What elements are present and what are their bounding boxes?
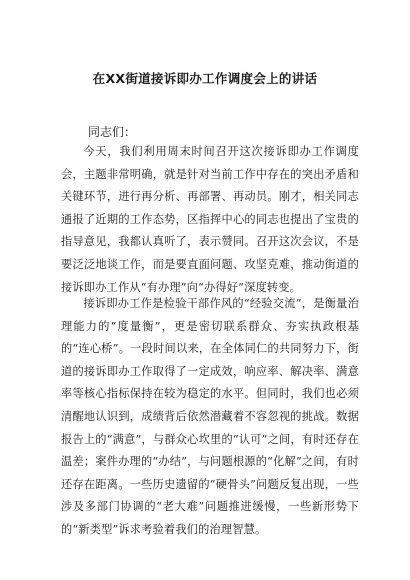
salutation: 同志们： — [88, 125, 137, 139]
paragraph-1: 今天，我们利用周末时间召开这次接诉即办工作调度会，主题非常明确，就是针对当前工作中存在的突出矛盾和关键环节，进行再分析、再部署、再动员。刚才，相关同志通报了近期的工作态势，区指挥中心的同志也提出了宝贵的指导意见，我都认真听了，表示赞同。召开这次会议，不是要泛泛地谈工作，而是要直面问题、攻坚克难，推动街道的接诉即办工作从“有办理”向“办得好”深度转变。 — [61, 145, 359, 294]
document-title: 在XX街道接诉即办工作调度会上的讲话 — [92, 71, 318, 86]
paragraph-2: 接诉即办工作是检验干部作风的“经验交流”，是衡量治理能力的“度量衡”，更是密切联系群众、夯实执政根基的“连心桥”。一段时间以来，在全体同仁的共同努力下，街道的接诉即办工作取得了一定成效，响应率、解决率、满意率等核心指标保持在较为稳定的水平。但同时，我们也必须清醒地认识到，成绩背后依然潜藏着不容忽视的挑战。数据报告上的“满意”，与群众心坎里的“认可”之间，有时还存在温差；案件办理的“办结”，与问题根源的“化解”之间，有时还存在距离。一些历史遗留的“硬骨头”问题反复出现，一些涉及多部门协调的“老大难”问题推进缓慢，一些新形势下的“新类型”诉求考验着我们的治理智慧。 — [61, 297, 359, 536]
